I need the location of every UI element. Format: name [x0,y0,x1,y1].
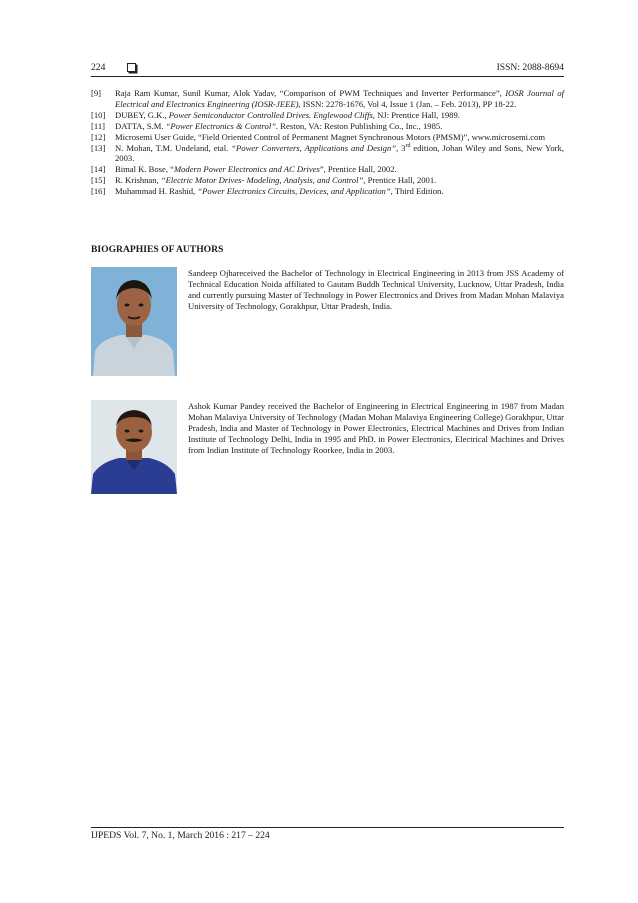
reference-text-segment: edition, Johan Wiley and Sons, New York, 2003. [115,142,564,164]
running-header [91,62,564,77]
reference-item [91,175,564,186]
reference-item [91,88,564,110]
author-portrait-2 [91,400,177,494]
reference-text [115,121,564,132]
reference-number: [14] [91,164,106,175]
author-portrait-1 [91,267,177,376]
page-number: 224 [91,62,106,73]
biographies-heading: BIOGRAPHIES OF AUTHORS [91,244,224,255]
reference-text-segment: rd [405,142,411,149]
author-2-biography: Ashok Kumar Pandey received the Bachelor of Engineering in Electrical Engineering in 1987 from Madan Mohan Malaviya University of Technology (Madan Mohan Malaviya Engineering College) Gorakhpur, Uttar Pradesh, India and Master of Technology in Power Electronics, Electrical Machines and Drives from Indian Institute of Technology Delhi, India in 1995 and PhD. in Power Electronics, Electrical Machines and Drives from Indian Institute of Technology Roorkee, India in 2003. [188,401,564,455]
reference-text [115,175,564,186]
reference-item [91,110,564,121]
reference-number: [13] [91,142,106,153]
author-1-biography: Sandeep Ojhareceived the Bachelor of Technology in Electrical Engineering in 2013 from JSS Academy of Technical Education Noida affiliated to Gautam Buddh Technical University, Lucknow, Uttar Pradesh, India and currently pursuing Master of Technology in Power Electronics and Drives from Madan Mohan Malaviya University of Technology, Gorakhpur, Uttar Pradesh, India. [188,268,564,311]
reference-text [115,164,564,175]
reference-text-segment: Microsemi User Guide, “Field Oriented Control of Permanent Magnet Synchronous Motors (PMSM)”, www.microsemi.com [115,131,546,142]
reference-number: [16] [91,186,106,197]
reference-text [115,88,564,110]
reference-text-segment: Prentice Hall, 2001. [365,175,437,186]
reference-item [91,186,564,197]
reference-text-segment: R. Krishnan, [115,175,161,186]
journal-citation: IJPEDS Vol. 7, No. 1, March 2016 : 217 – 224 [91,830,270,841]
reference-item [91,121,564,132]
reference-text-segment: DUBEY, G.K., [115,109,169,120]
reference-number: [15] [91,175,106,186]
reference-text [115,110,564,121]
reference-number: [10] [91,109,106,120]
author-photo-sandeep-ojha [91,267,177,376]
reference-text-segment: Modern Power Electronics and AC Drives [173,164,320,175]
reference-text-segment: N. Mohan, T.M. Undeland, etal. [115,142,232,153]
reference-text-segment: “Power Converters, Applications and Design”, [231,142,399,153]
reference-text-segment: Third Edition. [392,186,444,197]
reference-number: [9] [91,88,102,98]
reference-item [91,132,564,143]
reference-item [91,164,564,175]
issn-label: ISSN: 2088-8694 [496,62,564,73]
author-photo-ashok-kumar-pandey [91,400,177,494]
reference-text-segment: “Electric Motor Drives- Modeling, Analysis, and Control”, [160,175,366,186]
reference-text-segment: DATTA, S.M. [115,120,166,131]
reference-text-segment: Muhammad H. Rashid, [115,186,198,197]
reference-number: [11] [91,120,105,131]
reference-number: [12] [91,131,106,142]
reference-text-segment: Bimal K. Bose, “ [115,164,174,175]
reference-text-segment: ”, Prentice Hall, 2002. [319,164,397,175]
reference-text-segment: IOSR Journal of Electrical and Electronics Engineering (IOSR-JEEE), [115,88,564,109]
reference-text [115,143,564,165]
reference-text-segment: Raja Ram Kumar, Sunil Kumar, Alok Yadav, “Comparison of PWM Techniques and Inverter Performance”, [115,88,506,98]
reference-text-segment: ISSN: 2278-1676, Vol 4, Issue 1 (Jan. – Feb. 2013), PP 18-22. [300,98,517,109]
square-box-icon [127,63,136,72]
reference-text [115,132,564,143]
reference-text-segment: “Power Electronics Circuits, Devices, and Application”, [197,186,393,197]
reference-text [115,186,564,197]
reference-text-segment: NJ: Prentice Hall, 1989. [374,109,460,120]
reference-item [91,143,564,165]
reference-text-segment: 3 [398,142,406,153]
running-footer [91,827,564,841]
reference-text-segment: Reston, VA: Reston Publishing Co., Inc., 1985. [278,120,443,131]
reference-text-segment: “Power Electronics & Control”. [165,120,279,131]
reference-text-segment: Power Semiconductor Controlled Drives. Englewood Cliffs, [168,109,375,120]
reference-list [91,88,564,197]
